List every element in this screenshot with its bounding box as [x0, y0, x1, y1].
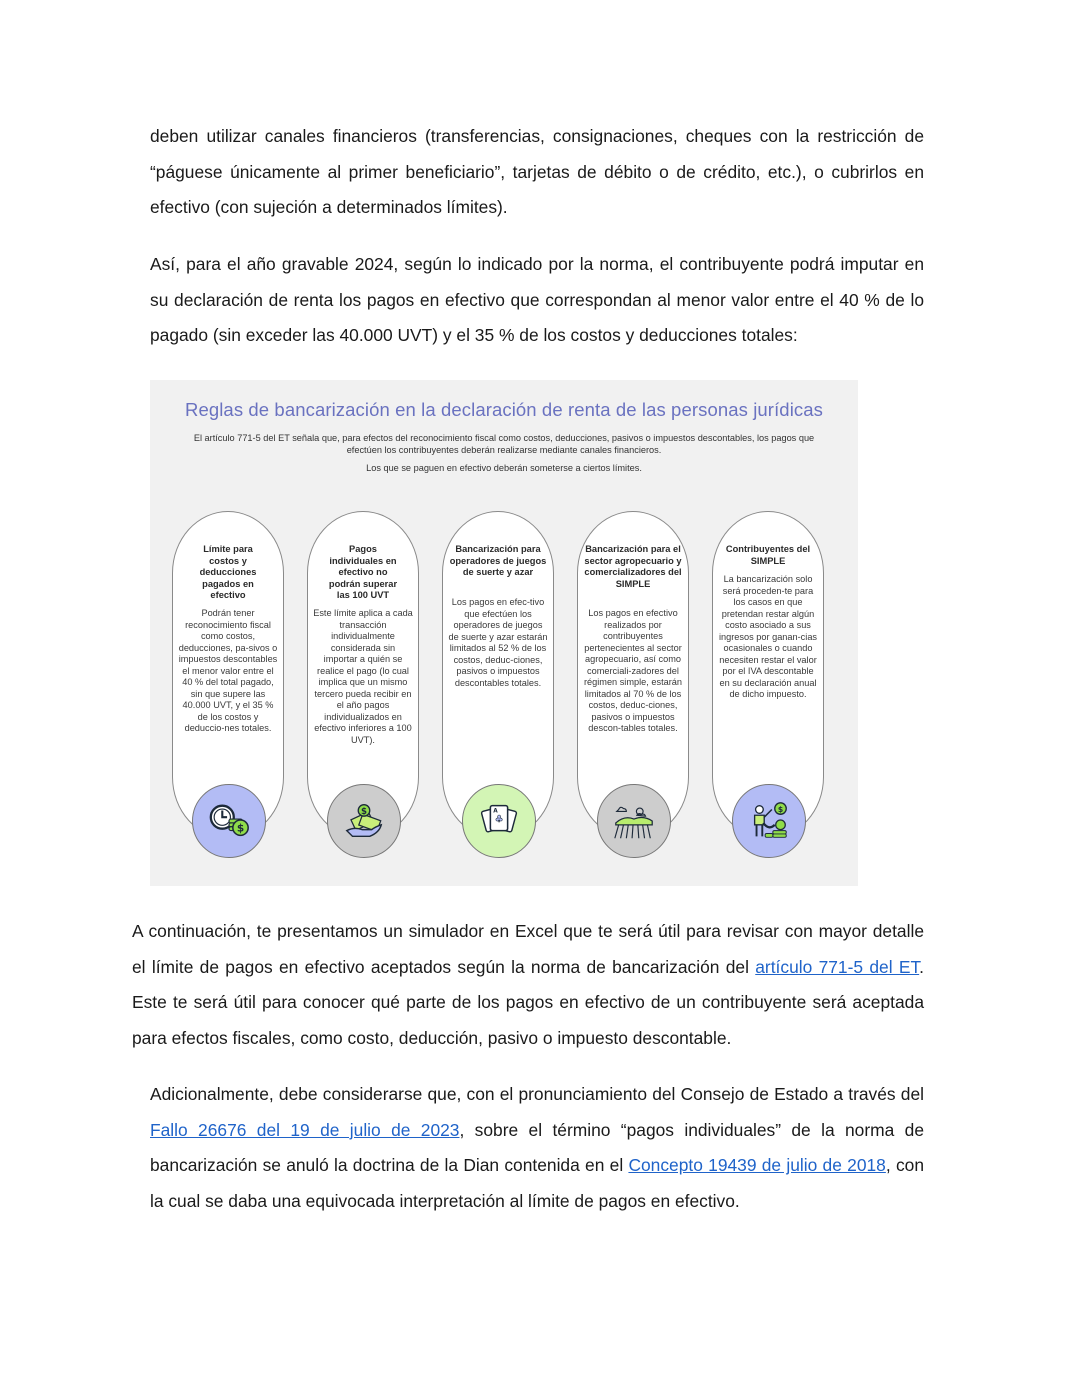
card-body: Podrán tener reconocimiento fiscal como costos, deducciones, pa-sivos o impuestos descontables el menor valor entre el 40 % del total pagado, sin que supere las 40.000 UVT, y el 35 % de los costos y deduccio-nes totales. — [178, 608, 278, 733]
hand-money-icon — [327, 784, 401, 858]
card-heading: Bancarización para el sector agropecuario y comercializadores del SIMPLE — [584, 544, 682, 589]
svg-text:$: $ — [236, 822, 245, 835]
simulator-text-end: . Este te será útil para conocer qué parte de los pagos en efectivo de un contribuyente será aceptada para efectos fiscales, como costo, deducción, pasivo o impuesto descontable. — [132, 956, 924, 1048]
intro-paragraph: deben utilizar canales financieros (transferencias, consignaciones, cheques con la restricción de “páguese únicamente al primer beneficiario”, tarjetas de débito o de crédito, etc.), o cubrirlos en efectivo (con sujeción a determinados límites). — [150, 126, 924, 218]
link-articulo-771-5[interactable]: artículo 771-5 del ET — [755, 956, 920, 977]
infographic-subtitle-2: Los que se paguen en efectivo deberán someterse a ciertos límites. — [366, 463, 642, 473]
consejo-text-start: Adicionalmente, debe considerarse que, con el pronunciamiento del Consejo de Estado a través del — [150, 1084, 924, 1104]
svg-text:$: $ — [361, 806, 367, 817]
infographic-subtitle: El artículo 771-5 del ET señala que, para efectos del reconocimiento fiscal como costos, deducciones, pasivos o impuestos descontables, los pagos que efectúen los contribuyentes deberán realizarse mediante canales financieros. — [193, 433, 815, 455]
card-heading: Límite para costos y deducciones pagados en efectivo — [199, 544, 257, 601]
card-heading: Pagos individuales en efectivo no podrán superar las 100 UVT — [328, 544, 398, 601]
svg-text:$: $ — [777, 804, 784, 814]
tax-year-paragraph: Así, para el año gravable 2024, según lo indicado por la norma, el contribuyente podrá imputar en su declaración de renta los pagos en efectivo que correspondan al menor valor entre el 40 % de lo pagado (sin exceder las 40.000 UVT) y el 35 % de los costos y deducciones totales: — [150, 254, 924, 346]
playing-cards-icon — [462, 784, 536, 858]
consejo-text-end: , con la cual se daba una equivocada interpretación al límite de pagos en efectivo. — [150, 1155, 924, 1211]
card-heading: Contribuyentes del SIMPLE — [725, 544, 811, 566]
simulator-text-start: A continuación, te presentamos un simulador en Excel que te será útil para revisar con mayor detalle el límite de pagos en efectivo aceptados según la norma de bancarización del — [132, 921, 924, 977]
person-magnet-money-icon — [732, 784, 806, 858]
card-body: Los pagos en efectivo realizados por contribuyentes pertenecientes al sector agropecuario, así como comerciali-zadores del régimen simple, estarán limitados al 70 % de los costos, deduc-ciones, pasivos o impuestos descon-tables totales. — [583, 608, 683, 733]
card-body: La bancarización solo será proceden-te para los casos en que pretendan restar algún costo asociado a sus ingresos por ganan-cias ocasionales o cuando necesiten restar el valor por el IVA descontable en su declaración anual de dicho impuesto. — [718, 574, 818, 699]
consejo-estado-paragraph — [150, 1077, 924, 1219]
infographic-bancarizacion — [150, 380, 858, 886]
consejo-text-middle: , sobre el término “pagos individuales” de la norma de bancarización se anuló la doctrina de la Dian contenida en el — [150, 1119, 924, 1176]
card-body: Este límite aplica a cada transacción individualmente considerada sin importar a quién se realice el pago (lo cual implica que un mismo tercero pueda recibir en el año pagos individualizados en efectivo inferiores a 100 UVT). — [313, 608, 413, 745]
card-body: Los pagos en efec-tivo que efectúen los operadores de juegos de suerte y azar estarán limitados al 52 % de los costos, deduc-ciones, pasivos o impuestos descontables totales. — [448, 597, 548, 688]
farm-field-icon — [597, 784, 671, 858]
simulator-paragraph — [132, 914, 924, 1056]
link-concepto-19439[interactable]: Concepto 19439 de julio de 2018 — [628, 1155, 886, 1176]
infographic-title: Reglas de bancarización en la declaración de renta de las personas jurídicas — [184, 399, 823, 420]
link-fallo-26676[interactable]: Fallo 26676 del 19 de julio de 2023 — [150, 1119, 460, 1140]
svg-text:♣: ♣ — [494, 813, 504, 825]
clock-coins-icon — [192, 784, 266, 858]
svg-text:A: A — [493, 808, 498, 815]
card-heading: Bancarización para operadores de juegos de suerte y azar — [449, 544, 547, 578]
